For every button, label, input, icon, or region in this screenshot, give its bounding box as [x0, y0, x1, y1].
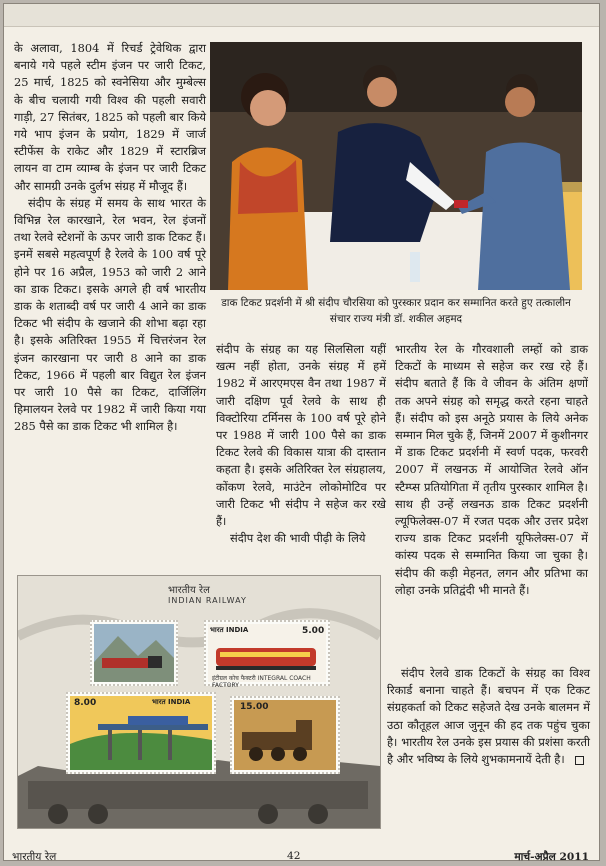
text-column-right — [395, 341, 588, 599]
stamp-value: 15.00 — [240, 702, 269, 712]
paragraph: के अलावा, 1804 में रिचर्ड ट्रेवेथिक द्वारा बनाये गये पहले स्टीम इंजन पर जारी टिकट, 25 मार्च, 1825 को स्वनेसिया और मुम्बेल्स के बीच चलायी गयी विश्व की पहली सवारी गाड़ी, 27 सितंबर, 1825 को पहली बार किये गये भाप इंजन के प्रयोग, 1829 में जार्ज स्टीफेंस के राकेट और 1829 में स्टारब्रिज लायन वा टाम व्याम्ब के इंजन पर जारी टिकट और सामग्री उनके दुर्लभ संग्रह में मौजूद हैं। — [14, 41, 206, 193]
text-column-right-lower — [387, 665, 590, 768]
text-column-middle — [216, 341, 386, 547]
sheet-title-english: INDIAN RAILWAY — [168, 596, 247, 605]
stamp-value: 5.00 — [302, 626, 325, 636]
sheet-title-hindi: भारतीय रेल — [168, 585, 210, 596]
mountain-train-illustration — [92, 622, 176, 684]
paragraph — [387, 665, 590, 768]
issue-date: मार्च-अप्रैल 2011 — [514, 851, 589, 863]
end-of-article-icon — [575, 756, 584, 765]
photo-caption: डाक टिकट प्रदर्शनी में श्री संदीप चौरसिया को पुरस्कार प्रदान कर सम्मानित करते हुए तत्कालीन संचार राज्य मंत्री डॉ. शकील अहमद — [221, 297, 571, 325]
page-footer — [4, 850, 599, 864]
paragraph: संदीप के संग्रह का यह सिलसिला यहीं खत्म नहीं होता, उनके संग्रह में हमें 1982 में आरएमएस वैन तथा 1987 में जारी दक्षिण पूर्व रेलवे के साथ ही विक्टोरिया टर्मिनस के 100 वर्ष पूरे होने पर 1988 में जारी 100 पैसे का डाक टिकट रेलवे की विकास यात्रा की दास्तान कहता है। इसके अतिरिक्त रेल संग्रहालय, कोंकण रेलवे, माउंटेन लोकोमोटिव पर जारी टिकट भी संदीप ने सहेज कर रखे हैं। — [216, 342, 386, 529]
stamp-integral-coach-factory — [204, 620, 330, 689]
page-number: 42 — [287, 850, 301, 862]
stamp-mountain-train — [90, 620, 178, 686]
stamp-bridge-train — [66, 692, 216, 774]
award-photo — [210, 42, 582, 290]
paragraph-text: संदीप रेलवे डाक टिकटों के संग्रह का विश्व रिकार्ड बनाना चाहते हैं। बचपन में एक टिकट संग्रहकर्ता को टिकट सहेजते देख उनके बालमन में उठा कौतूहल आज जुनून की हद तक पहुंच चुका है। भारतीय रेल उनके इस प्रयास की प्रशंसा करती है और भविष्य के लिये शुभकामनायें देती है। — [387, 666, 590, 767]
magazine-page — [3, 3, 600, 861]
stamp-country: भारत INDIA — [152, 698, 191, 706]
paragraph: संदीप देश की भावी पीढ़ी के लिये — [230, 531, 366, 546]
stamp-steam-locomotive — [230, 696, 340, 774]
stamp-sheet — [17, 575, 381, 829]
paragraph: संदीप के संग्रह में समय के साथ भारत के विभिन्न रेल कारखाने, रेल भवन, रेल इंजनों तथा रेलवे स्टेशनों के ऊपर जारी डाक टिकट हैं। इनमें सबसे महत्वपूर्ण है रेलवे के 100 वर्ष पूरे होने पर 16 अप्रैल, 1953 को जारी 2 आने का डाक टिकट। इसके अगले ही वर्ष भारतीय डाक के शताब्दी वर्ष पर जारी 4 आने का डाक टिकट भी संदीप के खजाने की शोभा बढ़ा रहा है। इसके अतिरिक्त 1955 में चित्तरंजन रेल इंजन कारखाना पर जारी 8 आने का डाक टिकट, 1966 में पहली बार विद्युत रेल इंजन पर जारी 10 पैसे का टिकट, दार्जिलिंग हिमालयन रेलवे पर 1982 में जारी किया गया 285 पैसे का डाक टिकट भी शामिल है। — [14, 195, 206, 434]
paragraph: भारतीय रेल के गौरवशाली लम्हों को डाक टिकटों के माध्यम से सहेज कर रख रहे हैं। संदीप बताते हैं कि वे जीवन के अंतिम क्षणों तक अपने संग्रह को समृद्ध करते रहना चाहते हैं। संदीप को इस अनूठे प्रयास के लिये अनेक सम्मान मिल चुके हैं, जिनमें 2007 में कुशीनगर में डाक टिकट प्रदर्शनी में स्वर्ण पदक, फरवरी 2007 में लखनऊ में आयोजित रेलवे ऑन स्टैम्प्स प्रतियोगिता में तृतीय पुरस्कार शामिल है। साथ ही उन्हें लखनऊ डाक टिकट प्रदर्शनी ल्यूफिलेक्स-07 में रजत पदक और उत्तर प्रदेश राज्य डाक टिकट प्रदर्शनी यूफिलेक्स-07 में कांस्य पदक से सम्मानित किया जा चुका है। संदीप की कड़ी मेहनत, लगन और प्रतिभा का लोहा उनके प्रतिद्वंदी भी मानते हैं। — [395, 342, 588, 597]
stamp-country: भारत INDIA — [210, 626, 249, 634]
top-margin-strip — [4, 4, 599, 27]
text-column-left — [14, 40, 206, 436]
stamp-caption: इंटीग्रल कोच फैक्टरी INTEGRAL COACH FACTORY — [212, 675, 311, 689]
magazine-name: भारतीय रेल — [12, 851, 57, 863]
award-photo-illustration — [210, 42, 582, 290]
stamp-value: 8.00 — [74, 698, 97, 708]
